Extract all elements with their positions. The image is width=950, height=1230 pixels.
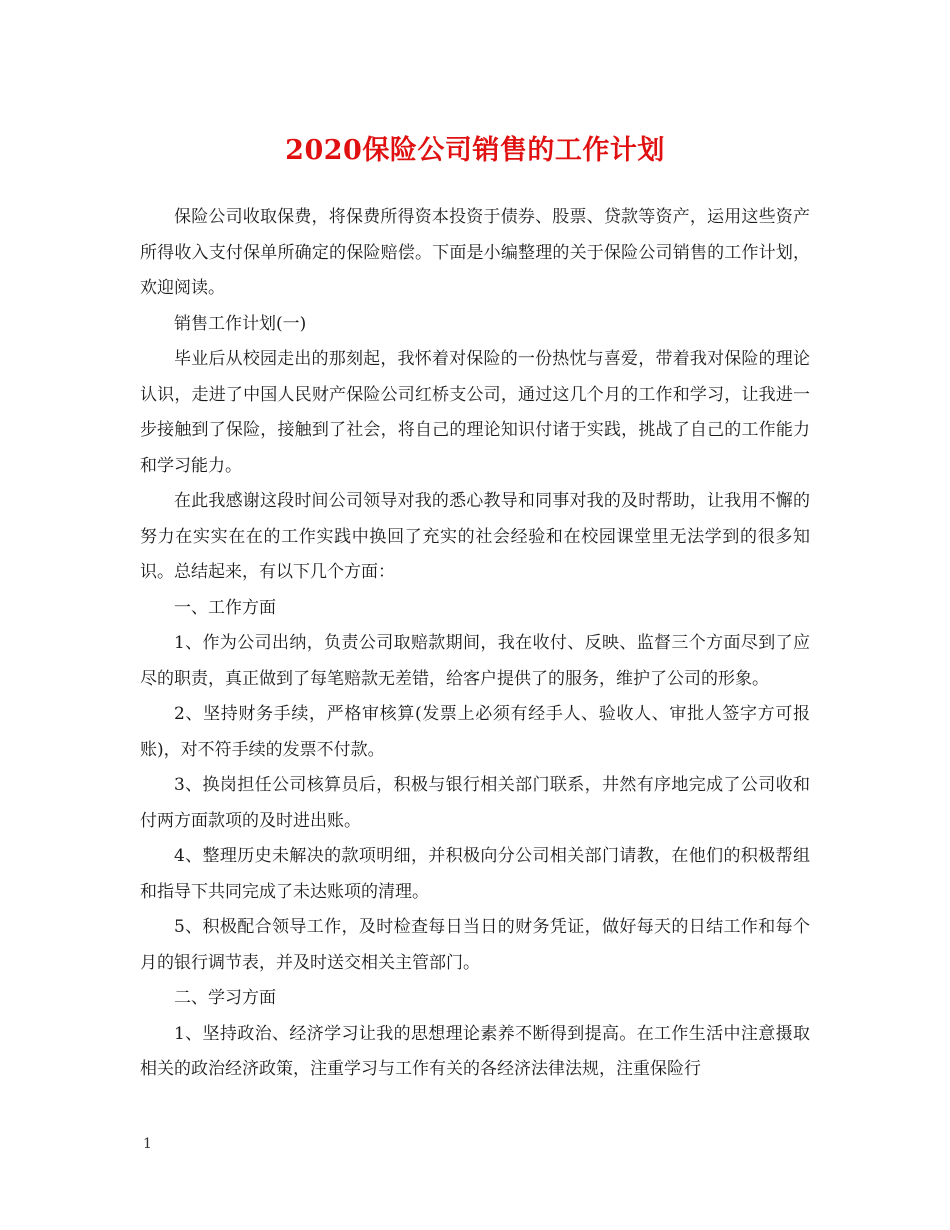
document-body [140, 200, 810, 1088]
paragraph: 在此我感谢这段时间公司领导对我的悉心教导和同事对我的及时帮助，让我用不懈的努力在实实在在的工作实践中换回了充实的社会经验和在校园课堂里无法学到的很多知识。总结起来，有以下几个方面： [140, 491, 810, 582]
list-item: 1、作为公司出纳，负责公司取赔款期间，我在收付、反映、监督三个方面尽到了应尽的职责，真正做到了每笔赔款无差错，给客户提供了的服务，维护了公司的形象。 [140, 633, 810, 689]
section-heading-study: 二、学习方面 [174, 988, 276, 1008]
list-item: 5、积极配合领导工作，及时检查每日当日的财务凭证，做好每天的日结工作和每个月的银行调节表，并及时送交相关主管部门。 [140, 917, 810, 973]
paragraph-intro: 保险公司收取保费，将保费所得资本投资于债券、股票、贷款等资产，运用这些资产所得收入支付保单所确定的保险赔偿。下面是小编整理的关于保险公司销售的工作计划，欢迎阅读。 [140, 207, 810, 298]
list-item: 4、整理历史未解决的款项明细，并积极向分公司相关部门请教，在他们的积极帮组和指导下共同完成了未达账项的清理。 [140, 846, 810, 902]
section-heading-plan-1: 销售工作计划(一) [174, 313, 307, 334]
list-item: 1、坚持政治、经济学习让我的思想理论素养不断得到提高。在工作生活中注意摄取相关的政治经济政策，注重学习与工作有关的各经济法律法规，注重保险行 [140, 1023, 810, 1079]
document-title: 2020保险公司销售的工作计划 [285, 135, 665, 166]
section-heading-work: 一、工作方面 [174, 597, 276, 618]
list-item: 2、坚持财务手续，严格审核算(发票上必须有经手人、验收人、审批人签字方可报账)，对不符手续的发票不付款。 [140, 704, 810, 760]
page-number: 1 [143, 1136, 152, 1152]
paragraph: 毕业后从校园走出的那刻起，我怀着对保险的一份热忱与喜爱，带着我对保险的理论认识，走进了中国人民财产保险公司红桥支公司，通过这几个月的工作和学习，让我进一步接触到了保险，接触到了社会，将自己的理论知识付诸于实践，挑战了自己的工作能力和学习能力。 [140, 349, 810, 476]
list-item: 3、换岗担任公司核算员后，积极与银行相关部门联系，井然有序地完成了公司收和付两方面款项的及时进出账。 [140, 775, 810, 831]
